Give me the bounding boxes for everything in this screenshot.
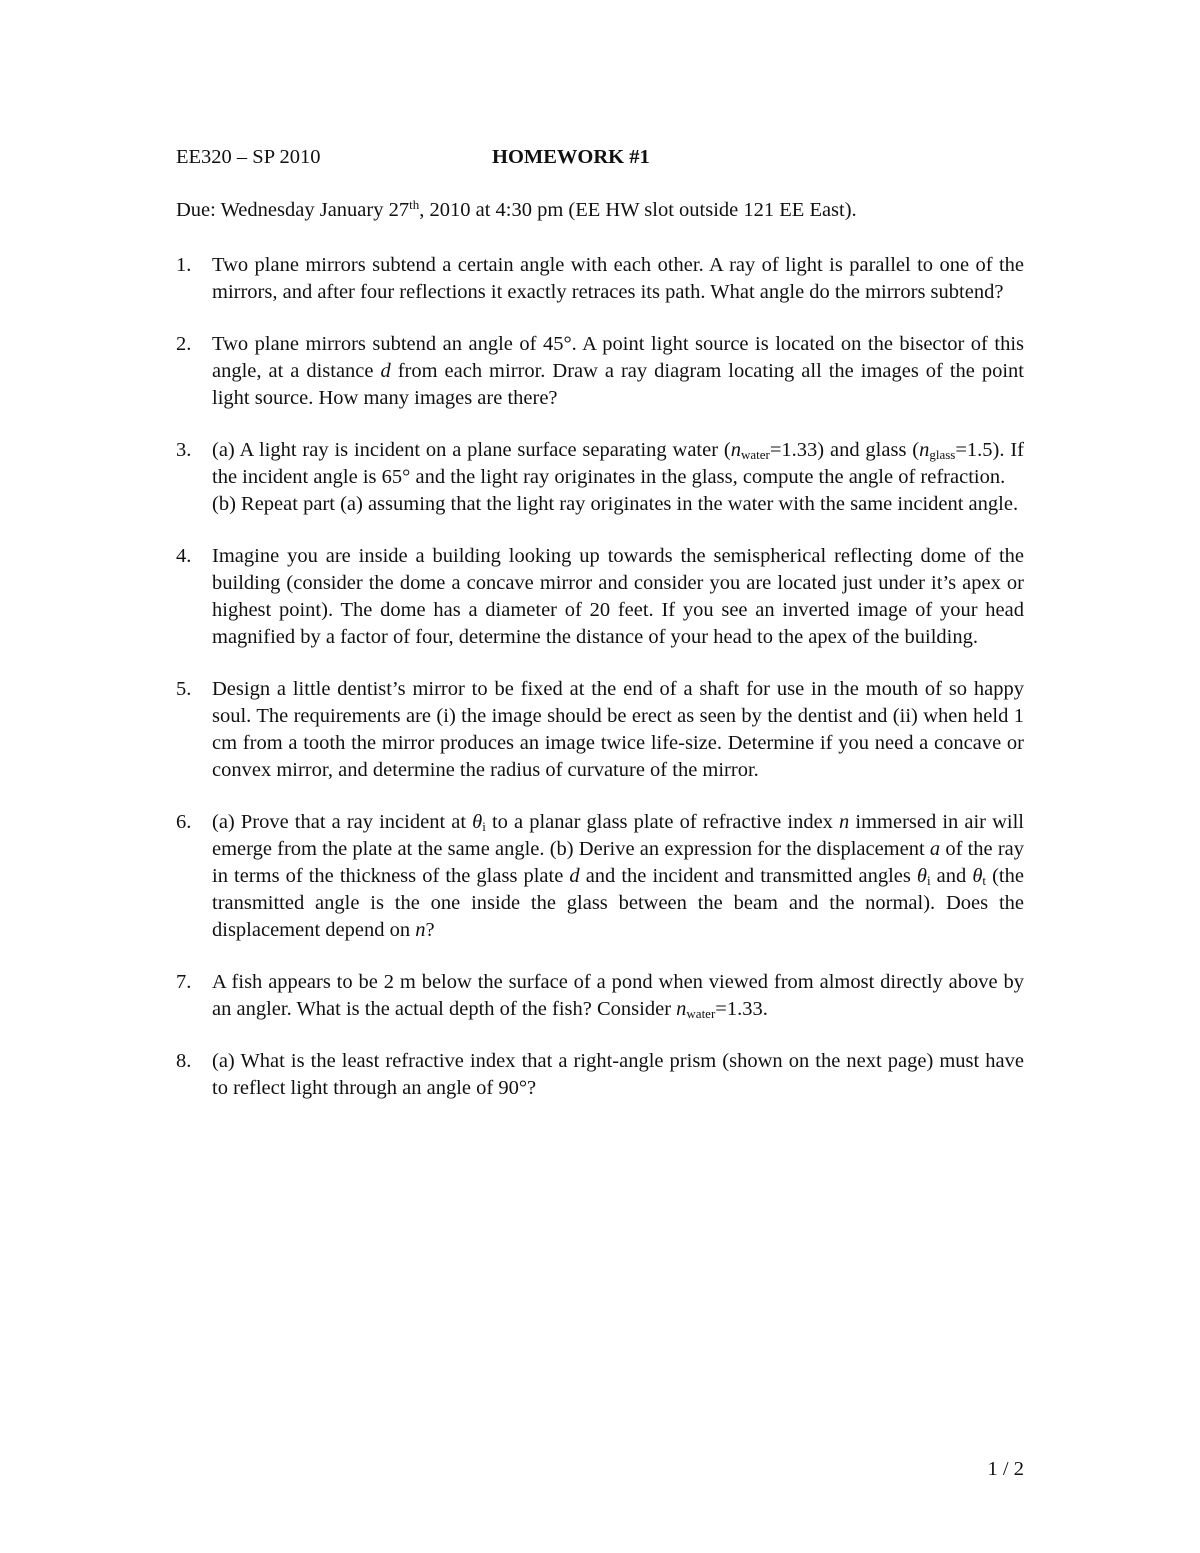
variable-n: n <box>919 439 930 461</box>
problem-text-part: to a planar glass plate of refractive index <box>485 811 840 833</box>
problem-number: 7. <box>176 971 192 993</box>
problem-7 <box>176 969 1024 1023</box>
problem-text-part: =1.33. <box>715 998 768 1020</box>
problem-2 <box>176 331 1024 412</box>
problem-text <box>212 809 1024 944</box>
problem-text: Design a little dentist’s mirror to be fixed at the end of a shaft for use in the mouth of so happy soul. The requirements are (i) the image should be erect as seen by the dentist and (ii) when held 1 cm from a tooth the mirror produces an image twice life-size. Determine if you need a concave or convex mirror, and determine the radius of curvature of the mirror. <box>212 678 1024 781</box>
problem-text-part: from each mirror. Draw a ray diagram locating all the images of the point light source. How many images are there? <box>212 360 1025 409</box>
problem-text-part: =1.5). If the incident angle is 65° and the light ray originates in the glass, compute the angle of refraction. <box>212 439 1025 488</box>
due-text-end: , 2010 at 4:30 pm (EE HW slot outside 121 EE East). <box>419 199 857 221</box>
problem-number: 8. <box>176 1050 192 1072</box>
problem-text-part: Two plane mirrors subtend an angle of 45°. A point light source is located on the bisector of this angle, at a distance <box>212 333 1024 382</box>
ordinal-suffix: th <box>409 197 420 212</box>
problem-text-part: (a) A light ray is incident on a plane surface separating water ( <box>212 439 731 461</box>
problem-text <box>212 331 1024 412</box>
problem-text-part: and the incident and transmitted angles <box>579 865 917 887</box>
variable-a: a <box>929 838 941 860</box>
variable-n: n <box>415 919 426 941</box>
subscript-i: i <box>482 819 486 834</box>
problem-5 <box>176 676 1024 784</box>
variable-n: n <box>730 439 741 461</box>
problem-text: Two plane mirrors subtend a certain angle with each other. A ray of light is parallel to one of the mirrors, and after four reflections it exactly retraces its path. What angle do the mirrors subtend? <box>212 254 1024 303</box>
problem-text-part: immersed in air will emerge from the plate at the same angle. (b) Derive an expression for the displacement <box>212 811 1024 860</box>
variable-n: n <box>676 998 687 1020</box>
problem-text: (a) What is the least refractive index that a right-angle prism (shown on the next page) must have to reflect light through an angle of 90°? <box>212 1050 1024 1099</box>
problem-number: 5. <box>176 678 192 700</box>
problem-number: 3. <box>176 439 192 461</box>
variable-theta: θ <box>916 865 927 887</box>
problem-text-part: =1.33) and glass ( <box>769 439 920 461</box>
problem-3 <box>176 437 1024 518</box>
subscript-water: water <box>740 447 770 462</box>
due-date-line <box>176 197 1036 224</box>
problem-part-a <box>212 437 1024 491</box>
problem-text-part: A fish appears to be 2 m below the surface of a pond when viewed from almost directly above by an angler. What is the actual depth of the fish? Consider <box>212 971 1024 1020</box>
variable-d: d <box>569 865 580 887</box>
problem-1 <box>176 252 1024 306</box>
problem-number: 4. <box>176 545 192 567</box>
subscript-water: water <box>686 1006 716 1021</box>
course-label: EE320 – SP 2010 <box>176 146 321 168</box>
problem-text-part: (a) Prove that a ray incident at <box>212 811 473 833</box>
subscript-t: t <box>982 873 987 888</box>
problem-number: 1. <box>176 254 192 276</box>
page-number: 1 / 2 <box>987 1458 1024 1480</box>
problem-text: Imagine you are inside a building looking up towards the semispherical reflecting dome of the building (consider the dome a concave mirror and consider you are located just under it’s apex or highest point). The dome has a diameter of 20 feet. If you see an inverted image of your head magnified by a factor of four, determine the distance of your head to the apex of the building. <box>212 545 1024 648</box>
problem-text-part: ? <box>425 919 435 941</box>
variable-d: d <box>380 360 391 382</box>
problem-part-b: (b) Repeat part (a) assuming that the light ray originates in the water with the same incident angle. <box>212 493 1019 515</box>
problem-number: 6. <box>176 811 192 833</box>
problem-text-part: (the transmitted angle is the one inside the glass between the beam and the normal). Does the displacement depend on <box>212 865 1024 941</box>
problem-number: 2. <box>176 333 192 355</box>
variable-n: n <box>839 811 850 833</box>
subscript-i: i <box>927 873 931 888</box>
variable-theta: θ <box>972 865 983 887</box>
page-title: HOMEWORK #1 <box>492 146 650 168</box>
subscript-glass: glass <box>929 447 956 462</box>
problem-text-part: and <box>930 865 973 887</box>
variable-theta: θ <box>472 811 483 833</box>
document-header <box>176 144 1024 172</box>
problem-8 <box>176 1048 1024 1102</box>
problem-6 <box>176 809 1024 944</box>
problem-text-part: of the ray in terms of the thickness of the glass plate <box>212 838 1025 887</box>
problem-list <box>176 252 1024 1102</box>
due-text-start: Due: Wednesday January 27 <box>176 199 410 221</box>
problem-4 <box>176 543 1024 651</box>
problem-text <box>212 969 1024 1023</box>
